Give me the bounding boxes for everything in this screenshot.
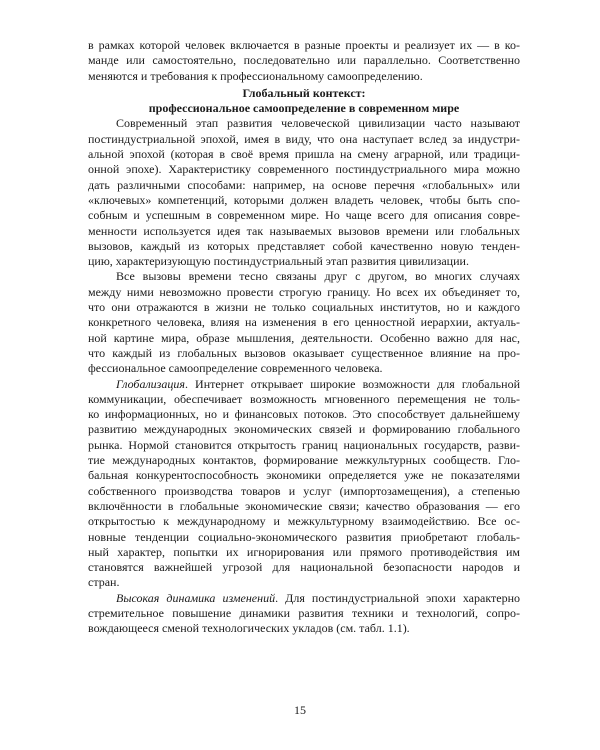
term-globalization: Глобализация — [116, 376, 185, 391]
text-fragment: . Для постиндустриальной эпохи характерно — [275, 590, 520, 605]
section-heading — [88, 86, 520, 117]
text-line: новные тенденции социально-экономического развития приобретают глобаль- — [88, 529, 520, 544]
text-line: что они отражаются в жизни не только социальных институтов, но и каждого — [88, 300, 520, 315]
text-line: включённости в глобальные экономические связи; качество образования — его — [88, 498, 520, 513]
text-line: онной эпохе). Характеристику современного постиндустриального мира можно — [88, 162, 520, 177]
section-title-line2: профессиональное самоопределение в современном мире — [148, 101, 460, 116]
text-line: Все вызовы времени тесно связаны друг с другом, во многих случаях — [116, 269, 520, 284]
text-line: манде или самостоятельно, последовательно или параллельно. Соответственно — [88, 53, 520, 68]
intro-paragraph — [88, 38, 520, 84]
text-line: вызовов, каждый из которых представляет собой качественно новую тенден- — [88, 238, 520, 253]
text-line: «ключевых» компетенций, которыми должен владеть человек, чтобы быть спо- — [88, 192, 520, 207]
page-body — [88, 38, 520, 637]
text-line — [88, 591, 520, 606]
text-line: собственного производства товаров и услуг (импортозамещения), а степенью — [88, 483, 520, 498]
text-line: стремительное повышение динамики развития техники и технологий, сопро- — [88, 605, 520, 620]
page-number: 15 — [294, 703, 306, 717]
text-line: открытостью к международному и межкультурному взаимодействию. Все ос- — [88, 514, 520, 529]
text-line: постиндустриальной эпохой, имея в виду, что она наступает вслед за индустри- — [88, 131, 520, 146]
text-line: ный характер, попытки их игнорирования или прямого противодействия им — [88, 544, 520, 559]
section-title-line1: Глобальный контекст: — [242, 85, 366, 100]
text-line: вождающееся сменой технологических укладов (см. табл. 1.1). — [88, 621, 410, 636]
paragraph-dynamics — [88, 591, 520, 637]
paragraph-1 — [88, 116, 520, 269]
text-line: дать различными способами: например, на основе перечня «глобальных» или — [88, 177, 520, 192]
text-line: коммуникации, обеспечивает возможность мгновенного перемещения не толь- — [88, 391, 520, 406]
text-line: альной эпохой (которая в своё время пришла на смену аграрной, или традици- — [88, 147, 520, 162]
text-line: менности используется идея так называемых вызовов времени или глобальных — [88, 223, 520, 238]
text-line: фессиональное самоопределение современного человека. — [88, 361, 383, 376]
text-line: конкретного человека, влияя на изменения в его ценностной иерархии, актуаль- — [88, 315, 520, 330]
text-line: ко информационных, но и финансовых потоков. Это способствует дальнейшему — [88, 407, 520, 422]
text-fragment: . Интернет открывает широкие возможности для глобальной — [184, 376, 520, 391]
text-line: ной картине мира, образе мышления, деятельности. Особенно важно для нас, — [88, 330, 520, 345]
text-line: меняются и требования к профессиональному самоопределению. — [88, 68, 423, 83]
text-line: собным и успешным в современном мире. Но чаще всего для описания совре- — [88, 208, 520, 223]
text-line: тие международных контактов, формирование межкультурных сообществ. Гло- — [88, 453, 520, 468]
text-line: что каждый из глобальных вызовов оказывает существенное влияние на про- — [88, 345, 520, 360]
text-line: стран. — [88, 575, 120, 590]
text-line: в рамках которой человек включается в разные проекты и реализует их — в ко- — [88, 38, 520, 52]
text-line: рынка. Нормой становится открытость границ национальных государств, разви- — [88, 437, 520, 452]
text-line: становятся важнейшей угрозой для национальной безопасности народов и — [88, 560, 520, 575]
paragraph-globalization — [88, 377, 520, 591]
text-line: бальная конкурентоспособность экономики определяется уже не показателями — [88, 468, 520, 483]
paragraph-2 — [88, 269, 520, 376]
text-line: цию, характеризующую постиндустриальный этап развития цивилизации. — [88, 254, 469, 269]
text-line: Современный этап развития человеческой цивилизации часто называют — [116, 116, 520, 131]
text-line: развитию международных экономических связей и формированию глобального — [88, 422, 520, 437]
term-dynamics: Высокая динамика изменений — [116, 590, 276, 605]
text-line — [88, 377, 520, 392]
text-line: между ними невозможно провести строгую границу. Но всех их объединяет то, — [88, 284, 520, 299]
